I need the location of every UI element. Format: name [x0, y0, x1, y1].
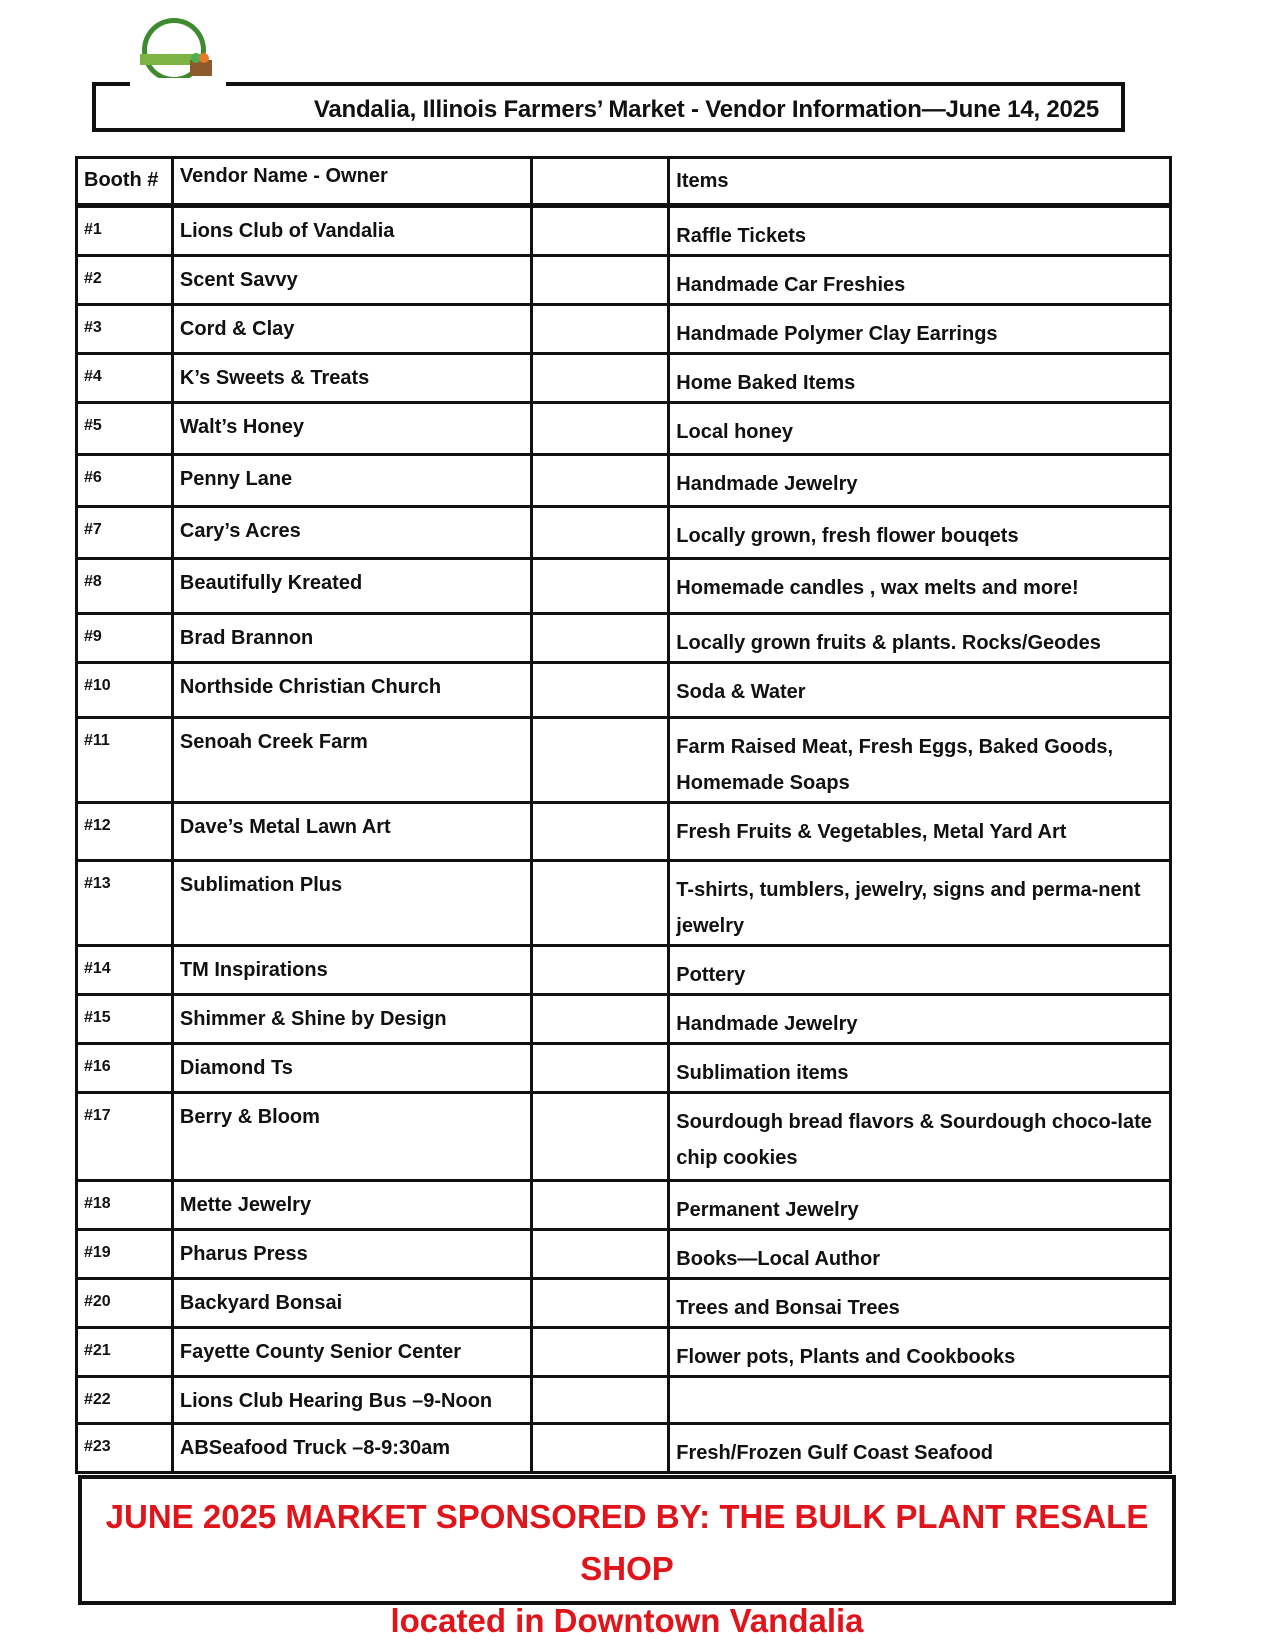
booth-cell: #20	[77, 1279, 173, 1328]
items-cell: Pottery	[669, 946, 1171, 995]
title-box-gap	[130, 78, 226, 88]
blank-cell	[532, 995, 669, 1044]
vendor-cell: Backyard Bonsai	[172, 1279, 531, 1328]
blank-cell	[532, 861, 669, 946]
items-cell: Farm Raised Meat, Fresh Eggs, Baked Goods, Homemade Soaps	[669, 718, 1171, 803]
items-cell: Fresh/Frozen Gulf Coast Seafood	[669, 1424, 1171, 1473]
table-row	[77, 559, 1171, 614]
booth-cell: #2	[77, 256, 173, 305]
blank-cell	[532, 256, 669, 305]
blank-cell	[532, 1279, 669, 1328]
vendor-cell: Shimmer & Shine by Design	[172, 995, 531, 1044]
vendor-table	[75, 156, 1172, 1474]
table-row	[77, 354, 1171, 403]
table-row	[77, 861, 1171, 946]
booth-cell: #11	[77, 718, 173, 803]
items-cell: Locally grown fruits & plants. Rocks/Geodes	[669, 614, 1171, 663]
vendor-cell: Walt’s Honey	[172, 403, 531, 455]
blank-cell	[532, 1044, 669, 1093]
vendor-cell: Lions Club Hearing Bus –9-Noon	[172, 1377, 531, 1424]
booth-cell: #17	[77, 1093, 173, 1181]
page-title: Vandalia, Illinois Farmers’ Market - Vendor Information—June 14, 2025	[313, 96, 1099, 123]
items-cell: Fresh Fruits & Vegetables, Metal Yard Art	[669, 803, 1171, 861]
booth-cell: #16	[77, 1044, 173, 1093]
booth-cell: #22	[77, 1377, 173, 1424]
vendor-cell: K’s Sweets & Treats	[172, 354, 531, 403]
blank-cell	[532, 803, 669, 861]
booth-cell: #3	[77, 305, 173, 354]
table-row	[77, 718, 1171, 803]
vendor-cell: Diamond Ts	[172, 1044, 531, 1093]
table-row	[77, 1093, 1171, 1181]
vendor-cell: Pharus Press	[172, 1230, 531, 1279]
items-cell: Sublimation items	[669, 1044, 1171, 1093]
items-cell	[669, 1377, 1171, 1424]
table-row	[77, 1044, 1171, 1093]
vendor-cell: Dave’s Metal Lawn Art	[172, 803, 531, 861]
booth-cell: #8	[77, 559, 173, 614]
vendor-cell: Sublimation Plus	[172, 861, 531, 946]
blank-cell	[532, 1093, 669, 1181]
booth-cell: #13	[77, 861, 173, 946]
sponsor-line-1: JUNE 2025 MARKET SPONSORED BY: THE BULK PLANT RESALE SHOP	[105, 1498, 1149, 1587]
table-header-row	[77, 158, 1171, 206]
table-row	[77, 995, 1171, 1044]
blank-cell	[532, 1328, 669, 1377]
table-row	[77, 1181, 1171, 1230]
booth-cell: #1	[77, 206, 173, 256]
items-cell: T-shirts, tumblers, jewelry, signs and perma-nent jewelry	[669, 861, 1171, 946]
table-row	[77, 614, 1171, 663]
items-cell: Permanent Jewelry	[669, 1181, 1171, 1230]
items-cell: Handmade Car Freshies	[669, 256, 1171, 305]
booth-cell: #23	[77, 1424, 173, 1473]
items-cell: Raffle Tickets	[669, 206, 1171, 256]
blank-cell	[532, 403, 669, 455]
table-row	[77, 663, 1171, 718]
booth-cell: #21	[77, 1328, 173, 1377]
booth-cell: #4	[77, 354, 173, 403]
sponsor-line-2: located in Downtown Vandalia	[390, 1602, 864, 1639]
vendor-cell: Brad Brannon	[172, 614, 531, 663]
booth-cell: #15	[77, 995, 173, 1044]
items-cell: Sourdough bread flavors & Sourdough choco-late chip cookies	[669, 1093, 1171, 1181]
booth-cell: #12	[77, 803, 173, 861]
items-cell: Local honey	[669, 403, 1171, 455]
vendor-cell: Senoah Creek Farm	[172, 718, 531, 803]
vendor-cell: Scent Savvy	[172, 256, 531, 305]
vendor-cell: Cary’s Acres	[172, 507, 531, 559]
booth-cell: #10	[77, 663, 173, 718]
table-row	[77, 507, 1171, 559]
blank-cell	[532, 206, 669, 256]
vendor-cell: Mette Jewelry	[172, 1181, 531, 1230]
column-header-booth: Booth #	[77, 158, 173, 206]
blank-cell	[532, 663, 669, 718]
blank-cell	[532, 507, 669, 559]
table-row	[77, 1377, 1171, 1424]
booth-cell: #5	[77, 403, 173, 455]
table-row	[77, 1424, 1171, 1473]
vendor-cell: ABSeafood Truck –8-9:30am	[172, 1424, 531, 1473]
vendor-cell: Penny Lane	[172, 455, 531, 507]
vendor-cell: TM Inspirations	[172, 946, 531, 995]
column-header-vendor: Vendor Name - Owner	[172, 158, 531, 206]
table-row	[77, 1328, 1171, 1377]
table-row	[77, 206, 1171, 256]
booth-cell: #14	[77, 946, 173, 995]
blank-cell	[532, 305, 669, 354]
items-cell: Handmade Polymer Clay Earrings	[669, 305, 1171, 354]
header-title-box	[92, 82, 1125, 132]
table-row	[77, 256, 1171, 305]
items-cell: Flower pots, Plants and Cookbooks	[669, 1328, 1171, 1377]
vendor-cell: Beautifully Kreated	[172, 559, 531, 614]
items-cell: Homemade candles , wax melts and more!	[669, 559, 1171, 614]
items-cell: Locally grown, fresh flower bouqets	[669, 507, 1171, 559]
sponsor-box	[78, 1475, 1176, 1639]
table-row	[77, 305, 1171, 354]
blank-cell	[532, 1181, 669, 1230]
table-row	[77, 803, 1171, 861]
booth-cell: #9	[77, 614, 173, 663]
booth-cell: #19	[77, 1230, 173, 1279]
vendor-cell: Lions Club of Vandalia	[172, 206, 531, 256]
booth-cell: #6	[77, 455, 173, 507]
blank-cell	[532, 718, 669, 803]
blank-cell	[532, 455, 669, 507]
column-header-blank	[532, 158, 669, 206]
items-cell: Handmade Jewelry	[669, 455, 1171, 507]
blank-cell	[532, 614, 669, 663]
vendor-cell: Berry & Bloom	[172, 1093, 531, 1181]
items-cell: Home Baked Items	[669, 354, 1171, 403]
booth-cell: #18	[77, 1181, 173, 1230]
booth-cell: #7	[77, 507, 173, 559]
table-row	[77, 1230, 1171, 1279]
blank-cell	[532, 1377, 669, 1424]
items-cell: Books—Local Author	[669, 1230, 1171, 1279]
items-cell: Soda & Water	[669, 663, 1171, 718]
vendor-cell: Fayette County Senior Center	[172, 1328, 531, 1377]
vendor-cell: Cord & Clay	[172, 305, 531, 354]
blank-cell	[532, 354, 669, 403]
table-row	[77, 946, 1171, 995]
blank-cell	[532, 1230, 669, 1279]
items-cell: Handmade Jewelry	[669, 995, 1171, 1044]
table-row	[77, 403, 1171, 455]
blank-cell	[532, 559, 669, 614]
items-cell: Trees and Bonsai Trees	[669, 1279, 1171, 1328]
column-header-items: Items	[669, 158, 1171, 206]
blank-cell	[532, 946, 669, 995]
table-row	[77, 1279, 1171, 1328]
table-row	[77, 455, 1171, 507]
vendor-cell: Northside Christian Church	[172, 663, 531, 718]
blank-cell	[532, 1424, 669, 1473]
